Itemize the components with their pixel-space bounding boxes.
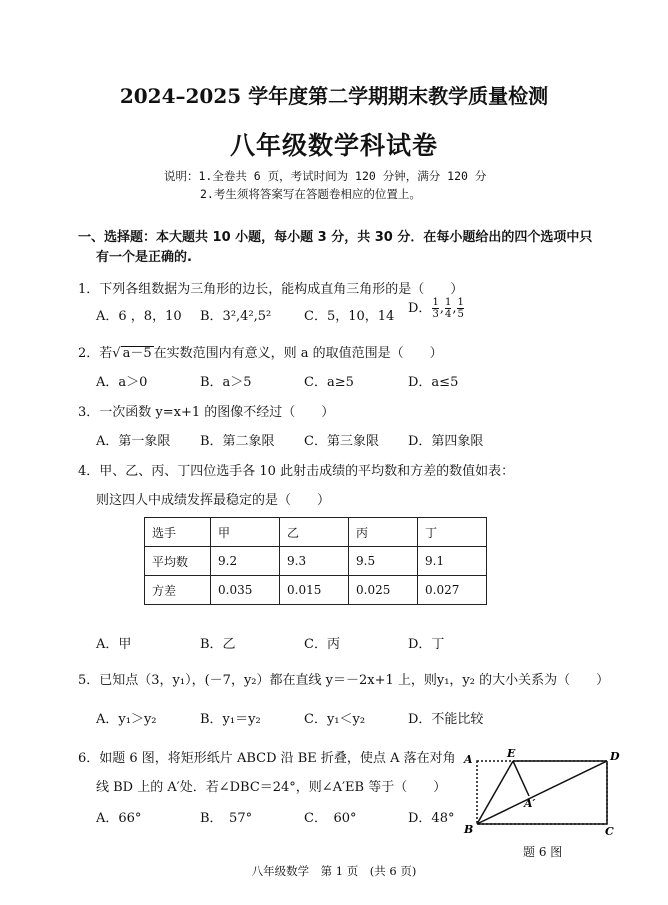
question-4-option-b: B．乙 (200, 637, 236, 652)
question-1-option-d: D． $\frac{1}{3}$ , $\frac{1}{4}$ , $\frac{1}{5}$ (408, 297, 464, 320)
question-2-option-d: D．a≤5 (408, 375, 459, 390)
table-cell: 9.2 (211, 547, 280, 576)
question-3-option-b: B．第二象限 (200, 434, 275, 449)
label-a: A (464, 753, 473, 766)
question-4-option-c: C．丙 (304, 637, 340, 652)
question-1-option-b: B．3²,4²,5² (200, 309, 272, 324)
question-6-option-c: C． 60° (304, 811, 357, 826)
section-heading-line-2: 有一个是正确的. (96, 250, 192, 265)
score-table (144, 517, 487, 605)
question-5-option-a: A．y₁＞y₂ (96, 712, 157, 727)
fraction-1-4: $\frac{1}{4}$ (444, 297, 452, 320)
table-cell: 选手 (145, 518, 211, 547)
question-2-stem: 2．若√ a－5 在实数范围内有意义，则 a 的取值范围是（ ） (78, 346, 443, 361)
label-c: C (605, 825, 614, 838)
question-6-option-a: A．66° (96, 811, 142, 826)
question-6-stem-line-2: 线 BD 上的 A′处．若∠DBC＝24°，则∠A′EB 等于（ ） (96, 780, 447, 795)
question-5-option-b: B．y₁＝y₂ (200, 712, 261, 727)
question-4-stem-line-2: 则这四人中成绩发挥最稳定的是（ ） (96, 493, 331, 508)
table-cell: 0.027 (418, 576, 487, 605)
fraction-1-3: $\frac{1}{3}$ (432, 297, 439, 320)
table-cell: 丙 (349, 518, 418, 547)
question-2-option-b: B．a＞5 (200, 375, 252, 390)
label-d: D (610, 750, 620, 763)
question-3-option-c: C．第三象限 (304, 434, 379, 449)
table-row (145, 576, 487, 605)
instructions-line-2: 2.考生须将答案写在答题卷相应的位置上。 (200, 187, 421, 201)
table-cell: 0.035 (211, 576, 280, 605)
table-cell: 乙 (280, 518, 349, 547)
radical-expression: a－5 (122, 346, 152, 361)
exam-title: 2024–2025 学年度第二学期期末教学质量检测 (119, 84, 549, 108)
question-6-stem-line-1: 6．如题 6 图，将矩形纸片 ABCD 沿 BE 折叠，使点 A 落在对角 (78, 751, 456, 766)
question-5-option-c: C．y₁＜y₂ (304, 712, 366, 727)
table-cell: 0.015 (280, 576, 349, 605)
table-row (145, 547, 487, 576)
table-row (145, 518, 487, 547)
label-b: B (464, 823, 474, 836)
table-cell: 平均数 (145, 547, 211, 576)
question-4-option-d: D．丁 (408, 637, 445, 652)
label-e: E (507, 747, 516, 760)
question-2-option-c: C．a≥5 (304, 375, 354, 390)
question-5-option-d: D．不能比较 (408, 712, 484, 727)
table-cell: 9.5 (349, 547, 418, 576)
sqrt-sign-icon: √ (112, 346, 121, 361)
paper-title: 八年级数学科试卷 (229, 131, 438, 160)
question-3-option-a: A．第一象限 (96, 434, 171, 449)
table-cell: 丁 (418, 518, 487, 547)
question-4-option-a: A．甲 (96, 637, 132, 652)
table-cell: 0.025 (349, 576, 418, 605)
table-cell: 甲 (211, 518, 280, 547)
question-3-stem: 3．一次函数 y=x+1 的图像不经过（ ） (78, 405, 335, 420)
question-1-stem: 1．下列各组数据为三角形的边长，能构成直角三角形的是（ ） (78, 282, 464, 297)
fraction-1-5: $\frac{1}{5}$ (457, 297, 464, 320)
question-1-option-a: A．6 ，8，10 (96, 309, 182, 324)
question-5-stem: 5．已知点（3，y₁），(－7，y₂）都在直线 y＝－2x+1 上，则y₁，y₂ 的大小关系为（ ） (78, 673, 610, 688)
label-a-prime: A′ (524, 797, 536, 810)
diagonal-bd (477, 761, 607, 824)
question-2-option-a: A．a＞0 (96, 375, 148, 390)
question-4-stem-line-1: 4．甲、乙、丙、丁四位选手各 10 此射击成绩的平均数和方差的数值如表： (78, 464, 515, 479)
question-1-option-d-label: D． (408, 301, 432, 316)
section-heading-line-1: 一、选择题：本大题共 10 小题，每小题 3 分，共 30 分．在每小题给出的四个选项中只 (78, 230, 593, 245)
question-1-option-c: C．5，10，14 (304, 309, 395, 324)
segment-ea-prime (513, 761, 529, 796)
figure-6-caption: 题 6 图 (523, 845, 563, 859)
question-6-option-d: D．48° (408, 811, 455, 826)
question-6-option-b: B． 57° (200, 811, 253, 826)
instructions-line-1: 说明：1.全卷共 6 页，考试时间为 120 分钟，满分 120 分 (164, 169, 487, 183)
table-cell: 9.1 (418, 547, 487, 576)
question-3-option-d: D．第四象限 (408, 434, 484, 449)
page-footer: 八年级数学 第 1 页 (共 6 页) (251, 864, 417, 878)
table-cell: 9.3 (280, 547, 349, 576)
table-cell: 方差 (145, 576, 211, 605)
